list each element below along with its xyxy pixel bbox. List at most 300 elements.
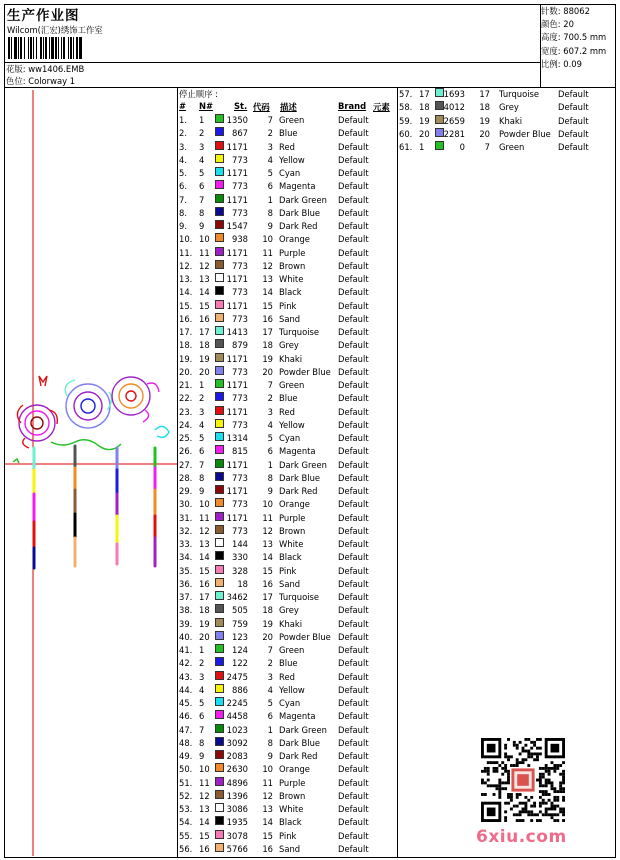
stitch-count: 1171	[226, 406, 248, 417]
qr-module	[524, 738, 527, 741]
qr-module	[559, 787, 562, 790]
table-row	[179, 353, 397, 366]
table-row	[179, 565, 397, 578]
stitch-count: 2281	[443, 128, 465, 139]
table-row	[179, 366, 397, 379]
col-header-brand: Brand	[338, 101, 367, 111]
color-description: Purple	[279, 777, 306, 788]
color-swatch	[215, 565, 224, 574]
color-description: Cyan	[279, 168, 301, 178]
needle-number: 7	[199, 724, 205, 735]
qr-module	[533, 758, 536, 761]
stitch-count: 1171	[226, 486, 248, 496]
stop-number: 21.	[179, 380, 193, 390]
qr-module	[484, 770, 487, 773]
qr-module	[553, 808, 556, 811]
color-swatch	[215, 207, 224, 216]
color-swatch	[435, 115, 444, 124]
thread-brand: Default	[338, 419, 369, 430]
qr-module	[498, 784, 501, 787]
table-row	[179, 790, 397, 803]
qr-module	[545, 767, 548, 770]
qr-module	[507, 776, 510, 779]
needle-number: 15	[199, 300, 210, 311]
needle-number: 11	[199, 512, 210, 523]
qr-module	[530, 810, 533, 813]
color-description: Dark Green	[279, 724, 327, 735]
stop-number: 1.	[179, 115, 187, 125]
stop-number: 55.	[179, 830, 193, 841]
thread-brand: Default	[338, 499, 369, 510]
needle-number: 10	[199, 234, 210, 245]
qr-module	[553, 767, 556, 770]
color-swatch	[215, 445, 224, 454]
qr-module	[551, 784, 554, 787]
stitch-count: 328	[232, 565, 248, 576]
qr-module	[556, 819, 559, 822]
qr-module	[542, 773, 545, 776]
stitch-count: 1023	[226, 724, 248, 735]
qr-module	[498, 787, 501, 790]
color-description: Grey	[279, 605, 299, 616]
qr-module	[513, 813, 516, 816]
qr-module	[556, 764, 559, 767]
color-code: 6	[267, 711, 273, 722]
embroidery-preview-image	[5, 90, 177, 856]
stop-number: 51.	[179, 777, 193, 788]
qr-module	[516, 758, 519, 761]
color-swatch	[215, 167, 224, 176]
qr-module	[559, 784, 562, 787]
stop-number: 16.	[179, 313, 193, 324]
qr-module	[539, 796, 542, 799]
stop-number: 32.	[179, 525, 193, 536]
qr-module	[519, 793, 522, 796]
qr-module	[487, 761, 490, 764]
qr-module	[501, 761, 504, 764]
qr-module	[513, 764, 516, 767]
needle-number: 13	[199, 804, 210, 814]
stop-number: 18.	[179, 340, 193, 351]
qr-module	[553, 796, 556, 799]
table-row	[179, 260, 397, 273]
thread-brand: Default	[338, 141, 369, 152]
color-swatch	[215, 538, 224, 547]
thread-brand: Default	[338, 671, 369, 682]
color-code: 8	[267, 472, 273, 483]
qr-module	[522, 802, 525, 805]
color-swatch	[215, 498, 224, 507]
thread-brand: Default	[338, 777, 369, 788]
thread-brand: Default	[338, 539, 369, 549]
thread-brand: Default	[338, 247, 369, 258]
qr-module	[559, 790, 562, 793]
colorway-label: 色位:	[6, 76, 26, 86]
qr-module	[533, 805, 536, 808]
color-swatch	[215, 525, 224, 534]
color-swatch	[215, 657, 224, 666]
qr-module	[539, 773, 542, 776]
table-row	[179, 406, 397, 419]
qr-module	[545, 781, 548, 784]
barcode-bar	[82, 37, 83, 59]
table-row	[179, 207, 397, 220]
stop-number: 43.	[179, 671, 193, 682]
qr-module	[548, 781, 551, 784]
qr-module	[559, 808, 562, 811]
thread-brand: Default	[338, 737, 369, 748]
color-description: Dark Red	[279, 751, 318, 761]
color-code: 20	[262, 366, 273, 377]
table-row	[179, 459, 397, 472]
needle-number: 11	[199, 777, 210, 788]
thread-brand: Default	[338, 830, 369, 841]
stop-number: 52.	[179, 790, 193, 801]
color-swatch	[215, 154, 224, 163]
qr-module	[548, 813, 551, 816]
needle-number: 18	[199, 605, 210, 616]
table-row	[179, 286, 397, 299]
divider	[4, 62, 541, 63]
qr-module	[536, 819, 539, 822]
stop-number: 46.	[179, 711, 193, 722]
qr-module	[551, 781, 554, 784]
qr-module	[495, 761, 498, 764]
stitch-count: 773	[232, 366, 248, 377]
color-code: 11	[262, 512, 273, 523]
color-code: 16	[262, 313, 273, 324]
stitch-count: 1171	[226, 168, 248, 178]
divider	[397, 87, 398, 858]
color-code: 5	[267, 698, 273, 708]
thread-brand: Default	[338, 287, 369, 298]
color-description: Dark Blue	[279, 737, 321, 748]
qr-module	[548, 779, 551, 782]
qr-module	[504, 816, 507, 819]
table-row	[179, 379, 397, 392]
qr-module	[495, 784, 498, 787]
stop-number: 6.	[179, 181, 187, 192]
color-swatch	[215, 843, 224, 852]
qr-module	[527, 755, 530, 758]
qr-module	[484, 793, 487, 796]
stitch-count: 4012	[443, 102, 465, 113]
color-code: 14	[262, 817, 273, 828]
thread-brand: Default	[338, 115, 369, 125]
qr-module	[504, 752, 507, 755]
color-code: 4	[267, 154, 273, 165]
qr-module	[530, 805, 533, 808]
stop-number: 10.	[179, 234, 193, 245]
color-swatch	[215, 313, 224, 322]
qr-module	[524, 758, 527, 761]
stop-number: 3.	[179, 141, 187, 152]
qr-module	[562, 790, 565, 793]
color-description: White	[279, 539, 304, 549]
qr-module	[495, 767, 498, 770]
table-row	[179, 750, 397, 763]
color-description: Grey	[499, 102, 519, 113]
needle-number: 6	[199, 181, 205, 192]
qr-module	[495, 770, 498, 773]
color-swatch	[215, 339, 224, 348]
qr-module	[556, 796, 559, 799]
thread-brand: Default	[338, 578, 369, 589]
color-swatch	[215, 671, 224, 680]
thread-brand: Default	[338, 340, 369, 351]
qr-module	[533, 744, 536, 747]
needle-number: 9	[199, 751, 205, 761]
stitch-count: 122	[232, 658, 248, 669]
qr-module	[516, 793, 519, 796]
needle-number: 8	[199, 472, 205, 483]
stitch-count: 815	[232, 446, 248, 457]
stop-number: 2.	[179, 128, 187, 139]
color-description: Dark Red	[279, 486, 318, 496]
color-swatch	[435, 88, 444, 97]
qr-module	[562, 787, 565, 790]
needle-number: 2	[199, 658, 205, 669]
thread-brand: Default	[338, 446, 369, 457]
color-description: Blue	[279, 658, 298, 669]
qr-code	[481, 738, 565, 822]
stitch-count: 1350	[226, 115, 248, 125]
qr-module	[553, 770, 556, 773]
thread-brand: Default	[558, 128, 589, 139]
stop-number: 11.	[179, 247, 193, 258]
color-swatch	[215, 286, 224, 295]
table-row	[179, 180, 397, 193]
qr-module	[484, 781, 487, 784]
table-row	[179, 445, 397, 458]
needle-number: 2	[199, 393, 205, 404]
qr-module	[504, 819, 507, 822]
stop-number: 30.	[179, 499, 193, 510]
color-code: 9	[267, 486, 273, 496]
qr-module	[548, 793, 551, 796]
qr-module	[516, 761, 519, 764]
color-swatch	[215, 724, 224, 733]
color-swatch	[215, 750, 224, 759]
color-description: Red	[279, 671, 295, 682]
stitch-count: 773	[232, 419, 248, 430]
qr-module	[524, 744, 527, 747]
needle-number: 5	[199, 698, 205, 708]
qr-module	[519, 761, 522, 764]
color-description: Grey	[279, 340, 299, 351]
qr-module	[524, 805, 527, 808]
color-code: 15	[262, 830, 273, 841]
color-description: Red	[279, 141, 295, 152]
color-code: 18	[479, 102, 490, 113]
stop-sequence-title: 停止顺序 :	[179, 89, 218, 99]
stitch-count: 879	[232, 340, 248, 351]
qr-module	[504, 744, 507, 747]
qr-module	[545, 790, 548, 793]
color-swatch	[215, 366, 224, 375]
spec-width: 宽度: 607.2 mm	[541, 45, 607, 56]
qr-module	[490, 761, 493, 764]
qr-module	[562, 770, 565, 773]
stop-number: 37.	[179, 592, 193, 602]
stop-number: 33.	[179, 539, 193, 549]
table-row	[179, 220, 397, 233]
stop-number: 53.	[179, 804, 193, 814]
needle-number: 10	[199, 764, 210, 775]
table-row	[399, 101, 614, 114]
qr-module	[524, 796, 527, 799]
thread-brand: Default	[338, 724, 369, 735]
stitch-count: 124	[232, 645, 248, 655]
qr-module	[516, 805, 519, 808]
stitch-count: 773	[232, 393, 248, 404]
qr-module	[487, 767, 490, 770]
qr-module	[551, 767, 554, 770]
qr-module	[516, 796, 519, 799]
stitch-count: 773	[232, 287, 248, 298]
color-swatch	[215, 141, 224, 150]
table-row	[179, 763, 397, 776]
qr-module	[559, 773, 562, 776]
qr-module	[481, 779, 484, 782]
color-code: 20	[262, 631, 273, 642]
qr-module	[536, 752, 539, 755]
thread-brand: Default	[338, 459, 369, 470]
color-swatch	[215, 419, 224, 428]
qr-module	[553, 813, 556, 816]
table-row	[179, 339, 397, 352]
qr-module	[562, 813, 565, 816]
color-description: Brown	[279, 790, 306, 801]
thread-brand: Default	[338, 154, 369, 165]
color-description: Green	[279, 645, 305, 655]
table-row	[179, 724, 397, 737]
color-description: Red	[279, 406, 295, 417]
qr-module	[510, 796, 513, 799]
col-header-element: 元素	[373, 102, 390, 112]
color-swatch	[215, 406, 224, 415]
color-code: 4	[267, 684, 273, 695]
qr-module	[553, 764, 556, 767]
color-code: 8	[267, 737, 273, 748]
color-code: 4	[267, 419, 273, 430]
thread-brand: Default	[338, 221, 369, 231]
design-value: ww1406.EMB	[28, 64, 85, 74]
needle-number: 6	[199, 711, 205, 722]
stop-number: 26.	[179, 446, 193, 457]
stop-number: 58.	[399, 102, 413, 113]
needle-number: 13	[199, 274, 210, 284]
qr-module	[498, 779, 501, 782]
table-row	[179, 816, 397, 829]
color-description: Dark Red	[279, 221, 318, 231]
stitch-count: 773	[232, 260, 248, 271]
stitch-count: 1171	[226, 459, 248, 470]
spec-height: 高度: 700.5 mm	[541, 32, 607, 43]
qr-module	[493, 761, 496, 764]
qr-module	[530, 755, 533, 758]
color-description: Powder Blue	[279, 366, 331, 377]
color-description: Turquoise	[279, 592, 320, 602]
stop-number: 42.	[179, 658, 193, 669]
needle-number: 7	[199, 194, 205, 205]
qr-module	[539, 784, 542, 787]
qr-module	[522, 819, 525, 822]
needle-number: 8	[199, 737, 205, 748]
color-code: 11	[262, 247, 273, 258]
qr-module	[504, 747, 507, 750]
color-code: 10	[262, 234, 273, 245]
qr-module	[527, 799, 530, 802]
col-header-needle: N#	[199, 101, 214, 111]
thread-brand: Default	[338, 486, 369, 496]
qr-module	[495, 787, 498, 790]
design-label: 花版:	[6, 64, 26, 74]
needle-number: 3	[199, 671, 205, 682]
thread-brand: Default	[338, 393, 369, 404]
color-description: Purple	[279, 247, 306, 258]
color-description: Yellow	[279, 684, 305, 695]
needle-number: 16	[199, 843, 210, 854]
qr-module	[517, 774, 529, 786]
table-row	[179, 843, 397, 856]
stitch-count: 1171	[226, 353, 248, 364]
qr-module	[553, 819, 556, 822]
color-code: 12	[262, 260, 273, 271]
qr-module	[507, 755, 510, 758]
stop-number: 57.	[399, 89, 413, 99]
table-row	[179, 604, 397, 617]
color-description: Black	[279, 552, 302, 563]
table-row	[179, 538, 397, 551]
color-code: 2	[267, 393, 273, 404]
stop-number: 29.	[179, 486, 193, 496]
qr-module	[536, 779, 539, 782]
qr-module	[562, 799, 565, 802]
needle-number: 12	[199, 790, 210, 801]
stitch-count: 938	[232, 234, 248, 245]
needle-number: 9	[199, 486, 205, 496]
qr-module	[524, 808, 527, 811]
needle-number: 16	[199, 578, 210, 589]
color-code: 7	[267, 645, 273, 655]
color-swatch	[215, 591, 224, 600]
color-code: 19	[479, 115, 490, 126]
color-description: Green	[279, 380, 305, 390]
table-row	[179, 127, 397, 140]
qr-module	[551, 744, 560, 753]
qr-module	[522, 761, 525, 764]
stitch-count: 0	[459, 142, 465, 152]
thread-brand: Default	[338, 684, 369, 695]
qr-module	[527, 810, 530, 813]
qr-module	[539, 781, 542, 784]
stop-number: 8.	[179, 207, 187, 218]
qr-module	[504, 781, 507, 784]
qr-module	[510, 764, 513, 767]
stop-number: 45.	[179, 698, 193, 708]
color-code: 8	[267, 207, 273, 218]
qr-module	[533, 813, 536, 816]
qr-module	[533, 752, 536, 755]
qr-module	[536, 758, 539, 761]
qr-module	[559, 810, 562, 813]
qr-module	[519, 810, 522, 813]
color-code: 17	[479, 89, 490, 99]
thread-brand: Default	[338, 168, 369, 178]
table-row	[399, 115, 614, 128]
table-row	[179, 737, 397, 750]
